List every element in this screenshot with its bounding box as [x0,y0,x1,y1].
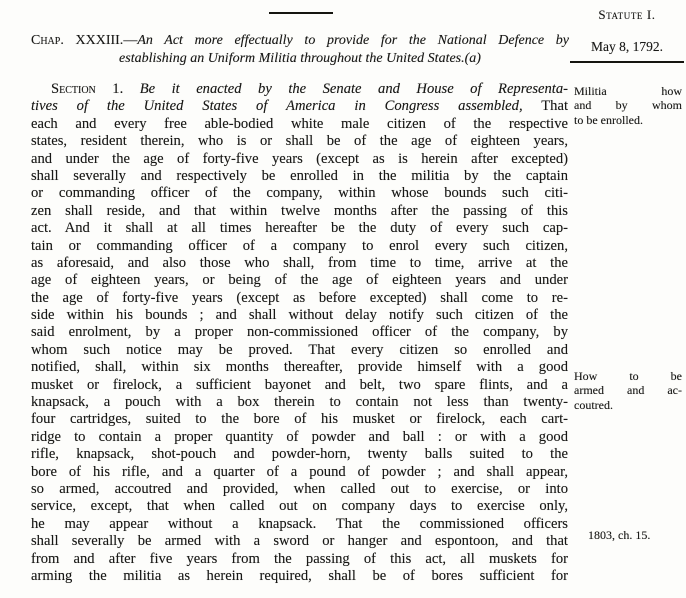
text-line [31,551,568,568]
margin-note-citation [574,528,682,542]
text-segment: rifle, knapsack, shot-pouch and powder-horn, twenty balls suited to the [31,446,568,463]
text-segment: shall severally and respectively be enrolled in the militia by the captain [31,167,568,184]
chapter-heading [31,32,569,67]
text-segment: the age of forty-five years (except as before excepted) shall come to re- [31,289,568,306]
text-line [31,377,568,394]
text-segment: shall severally be armed with a sword or hanger and espontoon, and that [31,533,568,550]
act-body-text [31,81,568,585]
text-line [31,32,569,50]
text-segment: each and every free able-bodied white male citizen of the respective [31,115,568,132]
text-segment: states, resident therein, who is or shall be of the age of eighteen years, [31,133,568,150]
text-segment: arming the militia as herein required, shall be of bores sufficient for [31,567,568,584]
text-segment: Be it enacted by the Senate and House of Representa- [123,81,568,97]
margin-note-armed [574,369,682,412]
text-line [31,50,569,68]
text-line [31,498,568,515]
text-segment: That [522,98,568,115]
text-line [31,203,568,220]
text-segment: ridge to contain a proper quantity of powder and ball : or with a good [31,428,568,445]
text-segment: An Act more effectually to provide for the National Defence by [137,33,569,48]
text-line [31,481,568,498]
text-line [31,290,568,307]
text-line [31,98,568,115]
date-margin-note: May 8, 1792. [591,39,663,54]
text-segment: side within his bounds ; and shall without delay notify such citizen of the [31,307,568,324]
text-line [31,446,568,463]
text-segment: — [123,33,138,48]
text-line [31,220,568,237]
text-line [31,533,568,550]
text-line [31,133,568,150]
margin-note-line: and by whom [574,98,682,113]
statute-label: Statute I. [598,7,656,22]
text-line [31,185,568,202]
margin-note-line: armed and ac- [574,383,682,398]
date-underline-rule [570,61,684,63]
text-segment: notified, shall, within six months thereafter, provide himself with a good [31,359,568,376]
text-segment: so armed, accoutred and provided, when called out to exercise, or into [31,480,568,497]
text-line [31,464,568,481]
margin-note-line: 1803, ch. 15. [588,528,651,542]
margin-note-line: Militia how [574,84,682,98]
text-segment: Chap. XXXIII. [31,33,124,48]
text-line [31,411,568,428]
text-segment: service, except, that when called out on company days to exercise only, [31,498,568,515]
text-line [31,516,568,533]
text-segment: or commanding officer of the company, within whose bounds such citi- [31,185,568,202]
text-segment: said enrolment, by a proper non-commissioned officer of the company, by [31,324,568,341]
text-line [31,168,568,185]
margin-note-line: coutred. [574,397,613,412]
text-segment: bore of his rifle, and a quarter of a pound of powder ; and shall appear, [31,463,568,480]
text-line [31,394,568,411]
text-segment: tain or commanding officer of a company to enrol every such citizen, [31,237,568,254]
text-segment: establishing an Uniform Militia throughout the United States.(a) [119,50,481,66]
section-divider-rule [269,12,333,14]
text-segment: from and after five years from the passing of this act, all muskets for [31,550,568,567]
text-line [31,324,568,341]
text-segment: as aforesaid, and also those who shall, from time to time, arrive at the [31,254,568,271]
text-line [31,342,568,359]
text-line [31,151,568,168]
text-segment: zen shall reside, and that within twelve months after the passing of this [31,202,568,219]
text-line [31,81,568,98]
text-line [31,359,568,376]
text-segment: act. And it shall at all times hereafter be the duty of every such cap- [31,220,568,237]
text-line [31,272,568,289]
text-line [31,568,568,585]
text-segment: Section 1. [51,81,124,97]
text-segment: tives of the United States of America in Congress assembled, [31,98,523,115]
text-segment: and under the age of forty-five years (except as is herein after excepted) [31,150,568,167]
text-line [31,429,568,446]
margin-note-line: to be enrolled. [574,112,643,127]
text-segment: musket or firelock, a sufficient bayonet and belt, two spare flints, and a [31,376,568,393]
text-line [31,238,568,255]
text-line [31,307,568,324]
text-line [31,116,568,133]
text-segment: knapsack, a pouch with a box therein to contain not less than twenty- [31,394,568,411]
text-segment: whom such notice may be proved. That every citizen so enrolled and [31,341,568,358]
text-segment: he may appear without a knapsack. That the commissioned officers [31,515,568,532]
margin-note-enrollment [574,84,682,127]
margin-note-line: How to be [574,369,682,383]
text-line [31,255,568,272]
text-segment: age of eighteen years, or being of the age of eighteen years and under [31,272,568,289]
text-segment: four cartridges, suited to the bore of his musket or firelock, each cart- [31,411,568,428]
